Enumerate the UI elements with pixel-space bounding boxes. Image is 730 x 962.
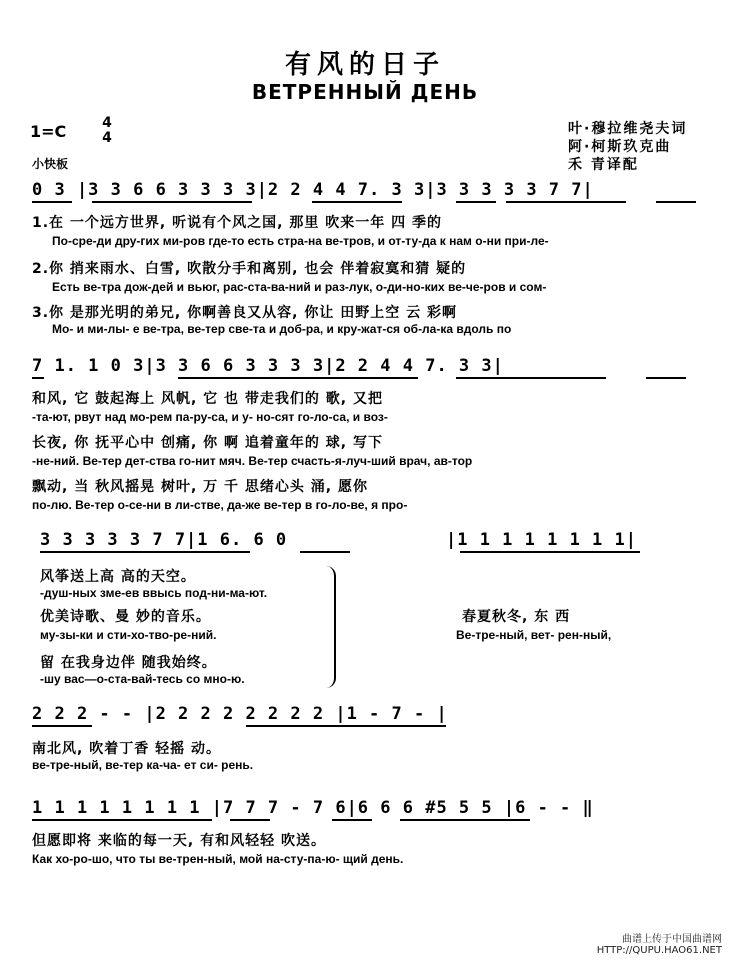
lyric-line: 风筝送上高 高的天空。	[40, 569, 196, 585]
beam	[312, 201, 402, 203]
lyric-line: -шу вас—о-ста-вай-тесь со мно-ю.	[40, 672, 245, 686]
lyric-line: 1.在 一个远方世界, 听说有个风之国, 那里 吹来一年 四 季的	[32, 215, 442, 231]
watermark-line-1: 曲谱上传于中国曲谱网	[622, 934, 722, 945]
lyric-line: 飘动, 当 秋风摇晃 树叶, 万 千 思绪心头 涌, 愿你	[32, 479, 368, 495]
system-4-notes: 2 2 2 - - |2 2 2 2 2 2 2 2 |1 - 7 - |	[32, 704, 448, 724]
beam	[456, 377, 606, 379]
system-1-notes: 0 3 |3 3 6 6 3 3 3 3|2 2 4 4 7. 3 3|3 3 3 3 3 7 7|	[32, 180, 594, 200]
beam	[400, 819, 530, 821]
time-signature-bottom: 4	[102, 130, 112, 146]
lyric-line: 和风, 它 鼓起海上 风帆, 它 也 带走我们的 歌, 又把	[32, 391, 383, 407]
beam	[506, 201, 626, 203]
beam	[456, 201, 496, 203]
lyric-line: 留 在我身边伴 随我始终。	[40, 655, 217, 671]
beam	[300, 551, 350, 553]
lyric-line: 3.你 是那光明的弟兄, 你啊善良又从容, 你让 田野上空 云 彩啊	[32, 305, 457, 321]
lyric-line: ве-тре-ный, ве-тер ка-ча- ет си- рень.	[32, 758, 254, 772]
watermark-line-2: HTTP://QUPU.HAO61.NET	[596, 945, 722, 956]
lyric-line: 长夜, 你 抚平心中 创痛, 你 啊 追着童年的 球, 写下	[32, 435, 383, 451]
song-title-russian: ВЕТРЕННЫЙ ДЕНЬ	[251, 80, 479, 104]
composer-credit: 阿·柯斯玖克曲	[568, 139, 672, 155]
beam	[178, 377, 218, 379]
beam	[32, 725, 92, 727]
lyric-line: 优美诗歌、曼 妙的音乐。	[40, 609, 211, 625]
lyric-line: -та-ют, рвут над мо-рем па-ру-са, и у- но-сят го-ло-са, и воз-	[32, 410, 388, 424]
site-watermark	[597, 934, 722, 956]
beam	[646, 377, 686, 379]
lyric-line: Ве-тре-ный, вет- рен-ный,	[456, 628, 612, 642]
beam	[656, 201, 696, 203]
lyric-line: му-зы-ки и сти-хо-тво-ре-ний.	[40, 628, 217, 642]
lyric-line: 2.你 捎来雨水、白雪, 吹散分手和离别, 也会 伴着寂寞和猜 疑的	[32, 261, 467, 277]
beam	[32, 377, 44, 379]
system-3-notes-right: |1 1 1 1 1 1 1 1|	[446, 530, 637, 550]
system-5-notes: 1 1 1 1 1 1 1 1 |7 7 7 - 7 6|6 6 6 #5 5 5 |6 - - ‖	[32, 798, 594, 818]
beam	[246, 725, 446, 727]
lyric-line: -не-ний. Ве-тер дет-ства го-нит мяч. Ве-тер счасть-я-луч-ший врач, ав-тор	[32, 454, 473, 468]
song-title-chinese: 有风的日子	[284, 50, 445, 80]
beam	[92, 201, 252, 203]
lyric-line: Как хо-ро-шо, что ты ве-трен-ный, мой на-сту-па-ю- щий день.	[32, 852, 404, 866]
system-3-notes-left: 3 3 3 3 3 7 7|1 6. 6 0	[40, 530, 288, 550]
lyric-line: По-сре-ди дру-гих ми-ров где-то есть стра-на ве-тров, и от-ту-да к нам о-ни при-ле-	[52, 234, 549, 248]
beam	[460, 551, 640, 553]
lyric-line: -душ-ных зме-ев ввысь под-ни-ма-ют.	[40, 586, 268, 600]
lyric-line: Есть ве-тра дож-дей и вьюг, рас-ста-ва-ний и раз-лук, о-ди-но-ких ве-че-ров и сом-	[52, 280, 547, 294]
lyric-line: по-лю. Ве-тер о-се-ни в ли-стве, да-же ве-тер в го-ло-ве, я про-	[32, 498, 408, 512]
time-signature-top: 4	[102, 115, 112, 131]
lyric-line: 但愿即将 来临的每一天, 有和风轻轻 吹送。	[32, 833, 326, 849]
beam	[230, 819, 270, 821]
tempo-marking: 小快板	[32, 157, 69, 171]
beam	[218, 377, 418, 379]
system-2-notes: 7 1. 1 0 3|3 3 6 6 3 3 3 3|2 2 4 4 7. 3 3|	[32, 356, 504, 376]
time-signature	[100, 116, 114, 146]
key-signature: 1=C	[30, 122, 67, 141]
verse-brace	[326, 566, 336, 688]
translator-credit: 禾 青译配	[568, 157, 639, 173]
beam	[40, 551, 250, 553]
lyric-line: 南北风, 吹着丁香 轻摇 动。	[32, 741, 221, 757]
beam	[332, 819, 372, 821]
lyric-line: 春夏秋冬, 东 西	[462, 609, 571, 625]
beam	[32, 201, 72, 203]
lyric-line: Мо- и ми-лы- е ве-тра, ве-тер све-та и доб-ра, и кру-жат-ся об-ла-ка вдоль по	[52, 322, 512, 336]
lyricist-credit: 叶·穆拉维尧夫词	[568, 121, 688, 137]
beam	[32, 819, 212, 821]
